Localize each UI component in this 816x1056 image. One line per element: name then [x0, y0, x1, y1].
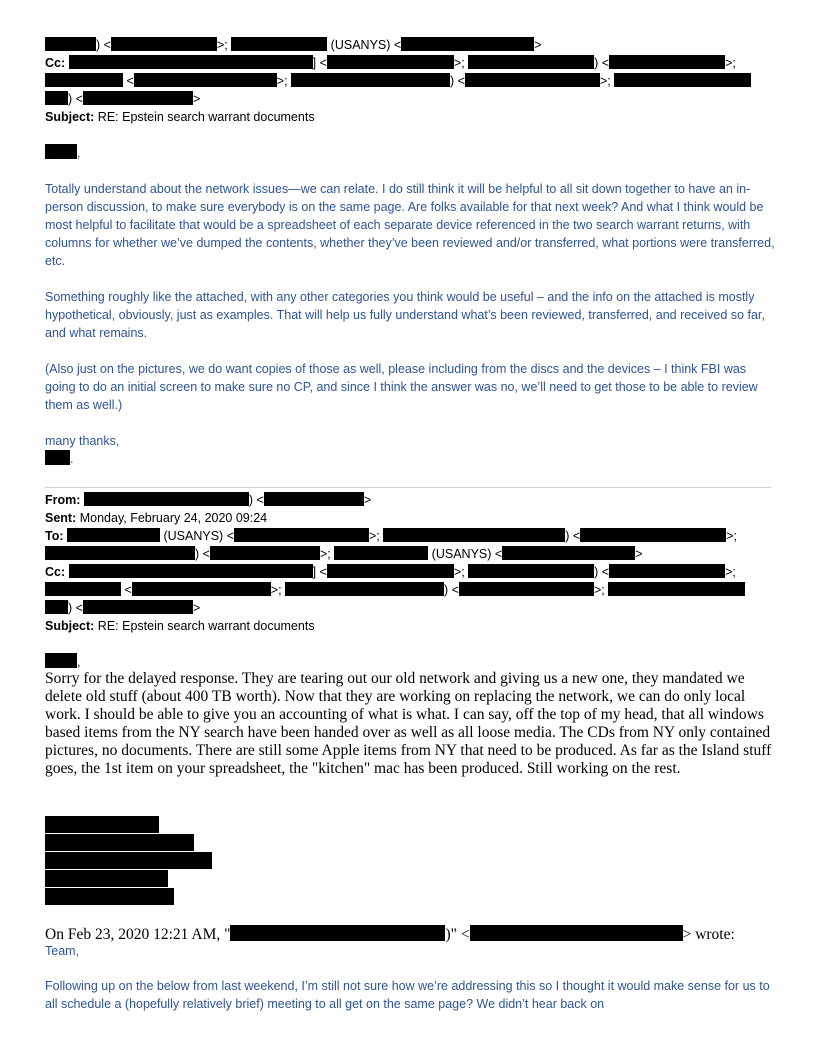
redaction	[470, 925, 683, 941]
header2-to-cont: ) < >; (USANYS) < >	[45, 545, 643, 563]
header2-sent	[45, 509, 267, 527]
header1-cc-cont: < >; ) < >;	[45, 72, 751, 90]
redaction	[210, 546, 320, 560]
header2-cc: Cc: ] < >; ) < >;	[45, 565, 736, 579]
redaction	[502, 546, 635, 560]
redaction	[234, 528, 369, 542]
redaction	[383, 528, 565, 542]
quote-prefix: On Feb 23, 2020 12:21 AM, "	[45, 926, 231, 943]
redaction	[609, 564, 725, 578]
redaction	[230, 925, 445, 941]
quote-wrote: wrote:	[695, 926, 735, 943]
subject-label: Subject:	[45, 619, 95, 633]
redaction	[291, 73, 450, 87]
redaction	[608, 582, 745, 596]
redaction	[67, 528, 160, 542]
quote-greeting: Team,	[45, 944, 80, 958]
subject-label: Subject:	[45, 110, 95, 124]
redaction	[45, 546, 195, 560]
redaction	[45, 653, 77, 668]
sent-date: Monday, February 24, 2020 09:24	[79, 511, 268, 525]
redaction	[83, 91, 193, 105]
from-label: From:	[45, 493, 81, 507]
greeting-redacted: ,	[45, 144, 80, 162]
sent-label: Sent:	[45, 511, 77, 525]
redaction	[69, 55, 313, 69]
recipient-org: (USANYS)	[431, 547, 492, 561]
header2-to: To: (USANYS) < >; ) < >;	[45, 529, 737, 543]
redaction	[45, 600, 68, 614]
email1-paragraph-3: (Also just on the pictures, we do want copies of those as well, please including from the discs and the devices – I think FBI was going to do an initial screen to make sure no CP, and since I think the answer was no, we’ll need to get those to be able to review them as well.)	[45, 362, 758, 412]
header1-cc: Cc: ] < >; ) < >;	[45, 56, 736, 70]
email1-paragraph-1: Totally understand about the network issues—we can relate. I do still think it will be helpful to all sit down together to have an in-person discussion, to make sure everybody is on the same page. Are folks available for that next week? And what I think would be most helpful to facilitate that would be a spreadsheet of each separate device referenced in the two search warrant returns, with columns for whether we’ve dumped the contents, whether they’ve been reviewed and/or transferred, what portions were transferred, etc.	[45, 182, 775, 268]
redaction	[609, 55, 725, 69]
signature-redaction	[45, 834, 194, 851]
redaction	[334, 546, 428, 560]
redaction	[45, 582, 121, 596]
redaction	[459, 582, 594, 596]
header2-from: From: ) < >	[45, 493, 372, 507]
redaction	[401, 37, 534, 51]
redaction	[468, 55, 594, 69]
signature-redaction	[45, 816, 159, 833]
header2-cc-cont2: ) < >	[45, 599, 200, 617]
redaction	[327, 564, 454, 578]
redaction	[468, 564, 594, 578]
redaction	[285, 582, 444, 596]
signature-redaction	[45, 852, 212, 869]
redaction	[45, 91, 68, 105]
signature-redacted: .	[45, 450, 73, 468]
redaction	[264, 492, 364, 506]
redaction	[111, 37, 217, 51]
header1-subject	[45, 108, 315, 126]
signature-redaction	[45, 888, 174, 905]
redaction	[134, 73, 277, 87]
to-label: To:	[45, 529, 64, 543]
signature-redaction	[45, 870, 168, 887]
redaction	[69, 564, 313, 578]
redaction	[45, 144, 77, 159]
redaction	[45, 37, 96, 51]
header2-cc-cont: < >; ) < >;	[45, 581, 745, 599]
message-divider	[45, 487, 771, 488]
recipient-org: (USANYS)	[330, 38, 391, 52]
redaction	[327, 55, 454, 69]
redaction	[84, 492, 249, 506]
redaction	[132, 582, 271, 596]
email1-signoff: many thanks,	[45, 434, 120, 448]
subject-text: RE: Epstein search warrant documents	[97, 110, 315, 124]
redaction	[580, 528, 726, 542]
email2-body: Sorry for the delayed response. They are tearing out our old network and giving us a new one, they mandated we delete old stuff (about 400 TB worth). Now that they are working on replacing the network, we can do only local work. I should be able to give you an accounting of what is what. I can say, off the top of my head, that all windows based items from the NY search have been handed over as well as all loose media. The CDs from NY only contained pictures, no documents. There are still some Apple items from NY that need to be produced. As far as the Island stuff goes, the 1st item on your spreadsheet, the "kitchen" mac has been produced. Still working on the rest.	[45, 670, 772, 777]
quote-attribution: On Feb 23, 2020 12:21 AM, " )" < > wrote:	[45, 926, 735, 943]
redaction	[231, 37, 327, 51]
cc-label: Cc:	[45, 56, 66, 70]
recipient-org: (USANYS)	[163, 529, 224, 543]
header2-subject	[45, 617, 315, 635]
redaction	[465, 73, 600, 87]
redaction	[45, 450, 70, 465]
cc-label: Cc:	[45, 565, 66, 579]
redaction	[83, 600, 193, 614]
email1-paragraph-2: Something roughly like the attached, with any other categories you think would be useful – and the info on the attached is mostly hypothetical, obviously, just as examples. That will help us fully understand what’s been reviewed, transferred, and received so far, and what remains.	[45, 290, 765, 340]
header1-cc-cont2: ) < >	[45, 90, 200, 108]
greeting-redacted: ,	[45, 653, 80, 671]
redaction	[614, 73, 751, 87]
subject-text: RE: Epstein search warrant documents	[97, 619, 315, 633]
redaction	[45, 73, 123, 87]
quote-body: Following up on the below from last weekend, I’m still not sure how we’re addressing this so I thought it would make sense for us to all schedule a (hopefully relatively brief) meeting to all get on the same page? We didn’t hear back on	[45, 979, 770, 1011]
header1-line1: ) < >; (USANYS) < >	[45, 36, 542, 54]
